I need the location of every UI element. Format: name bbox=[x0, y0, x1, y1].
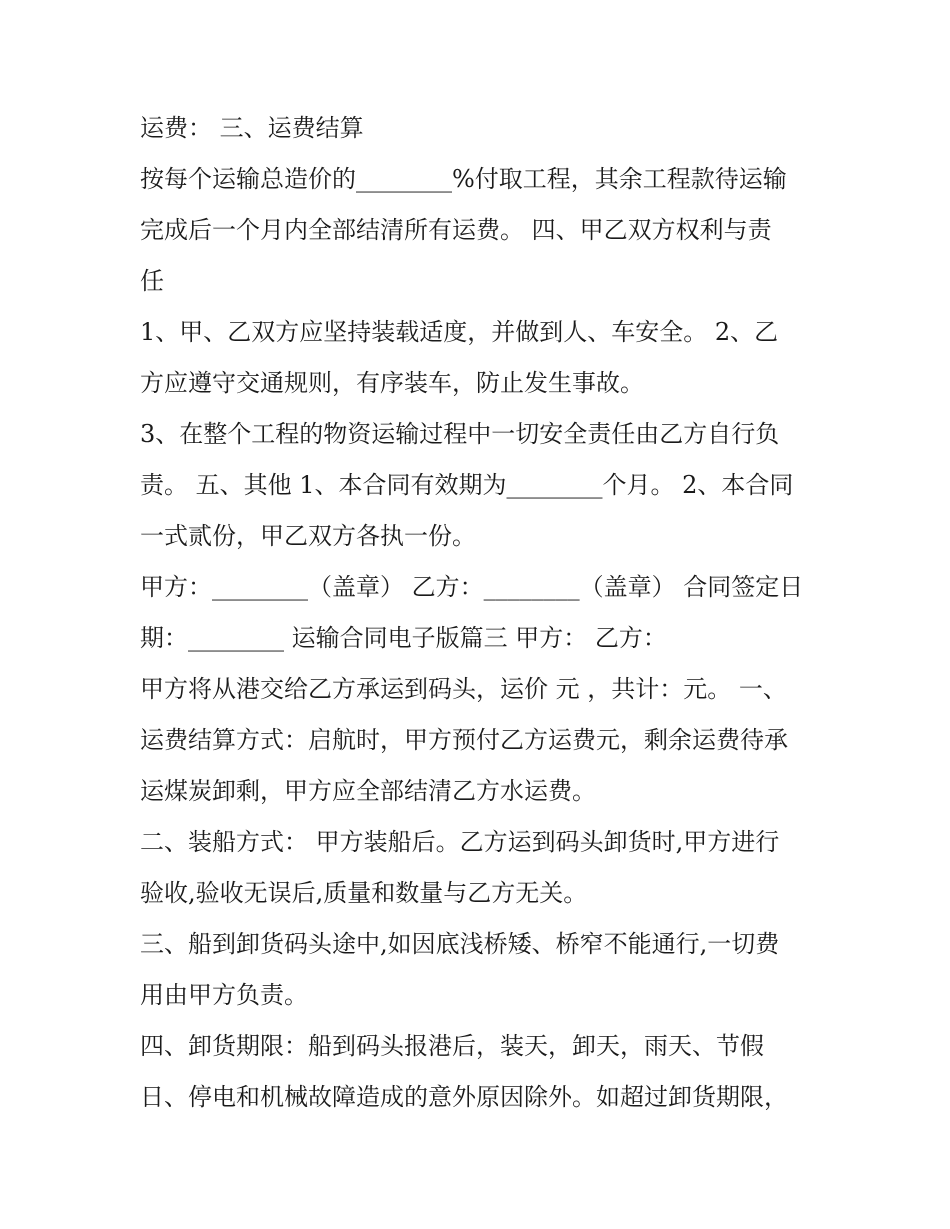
text-line: 用由甲方负责。 bbox=[140, 981, 308, 1009]
text-line: 运费： 三、运费结算 bbox=[140, 114, 364, 142]
text-line: 四、卸货期限：船到码头报港后，装天，卸天，雨天、节假 bbox=[140, 1032, 764, 1060]
text-line: 验收,验收无误后,质量和数量与乙方无关。 bbox=[140, 879, 588, 907]
text-line: 期：________ 运输合同电子版篇三 甲方： 乙方： bbox=[140, 624, 667, 652]
text-line: 甲方：________（盖章） 乙方：________（盖章） 合同签定日 bbox=[140, 573, 804, 601]
text-line: 3、在整个工程的物资运输过程中一切安全责任由乙方自行负 bbox=[140, 420, 780, 448]
text-line: 方应遵守交通规则，有序装车，防止发生事故。 bbox=[140, 369, 644, 397]
text-line: 运费结算方式：启航时，甲方预付乙方运费元，剩余运费待承 bbox=[140, 726, 788, 754]
text-line: 运煤炭卸剩，甲方应全部结清乙方水运费。 bbox=[140, 777, 596, 805]
text-line: 按每个运输总造价的________%付取工程，其余工程款待运输 bbox=[140, 165, 787, 193]
text-line: 1、甲、乙双方应坚持装载适度，并做到人、车安全。 2、乙 bbox=[140, 318, 779, 346]
document-body bbox=[140, 103, 820, 1123]
text-line: 完成后一个月内全部结清所有运费。 四、甲乙双方权利与责 bbox=[140, 216, 772, 244]
text-line: 日、停电和机械故障造成的意外原因除外。如超过卸货期限， bbox=[140, 1083, 788, 1111]
text-line: 三、船到卸货码头途中,如因底浅桥矮、桥窄不能通行,一切费 bbox=[140, 930, 780, 958]
text-line: 任 bbox=[140, 267, 164, 295]
text-line: 责。 五、其他 1、本合同有效期为________个月。 2、本合同 bbox=[140, 471, 794, 499]
text-line: 二、装船方式： 甲方装船后。乙方运到码头卸货时,甲方进行 bbox=[140, 828, 780, 856]
text-line: 一式贰份，甲乙双方各执一份。 bbox=[140, 522, 476, 550]
text-line: 甲方将从港交给乙方承运到码头，运价 元 ，共计：元。 一、 bbox=[140, 675, 787, 703]
